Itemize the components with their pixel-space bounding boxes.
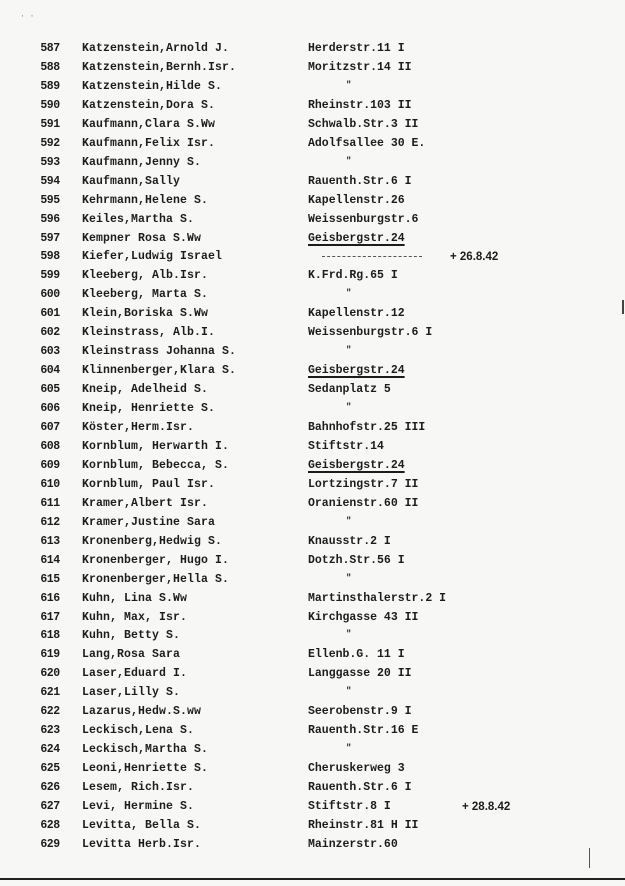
resident-name: Kornblum, Herwarth I. xyxy=(82,439,230,453)
entry-number: 622 xyxy=(40,705,60,719)
address: Oranienstr.60 II xyxy=(308,496,419,510)
address: K.Frd.Rg.65 I xyxy=(308,269,398,283)
resident-name: Kiefer,Ludwig Israel xyxy=(82,250,223,264)
list-item xyxy=(0,741,625,759)
resident-name: Levitta, Bella S. xyxy=(82,818,202,832)
address: Herderstr.11 I xyxy=(308,42,405,55)
list-item xyxy=(0,211,625,229)
address: Lortzingstr.7 II xyxy=(308,477,419,491)
address: Stiftstr.14 xyxy=(308,439,384,453)
entry-number: 613 xyxy=(40,534,60,548)
list-item xyxy=(0,798,625,816)
list-item xyxy=(0,779,625,797)
resident-name: Kneip, Henriette S. xyxy=(82,402,216,416)
resident-name: Kuhn, Betty S. xyxy=(82,629,181,643)
entry-number: 603 xyxy=(40,345,60,359)
list-item xyxy=(0,722,625,740)
list-item xyxy=(0,419,625,437)
resident-name: Kronenberger,Hella S. xyxy=(82,572,230,586)
list-item xyxy=(0,248,625,266)
list-item xyxy=(0,305,625,323)
resident-name: Kaufmann,Sally xyxy=(82,174,181,188)
entry-number: 624 xyxy=(40,743,60,757)
page-bottom-border xyxy=(0,878,625,880)
entry-number: 605 xyxy=(40,383,60,397)
entry-number: 589 xyxy=(40,79,60,93)
list-item xyxy=(0,438,625,456)
entry-number: 627 xyxy=(40,800,60,813)
entry-number: 609 xyxy=(40,458,60,472)
entry-number: 617 xyxy=(40,610,60,624)
list-item xyxy=(0,836,625,854)
resident-name: Kuhn, Lina S.Ww xyxy=(82,591,188,605)
resident-name: Kaufmann,Clara S.Ww xyxy=(82,117,216,131)
list-item xyxy=(0,590,625,608)
resident-name: Kramer,Justine Sara xyxy=(82,515,216,529)
resident-name: Kleeberg, Marta S. xyxy=(82,288,209,302)
ditto-mark: " xyxy=(346,288,352,299)
resident-name: Kramer,Albert Isr. xyxy=(82,496,209,510)
entry-number: 621 xyxy=(40,686,60,700)
address: Martinsthalerstr.2 I xyxy=(308,591,447,605)
entry-number: 593 xyxy=(40,155,60,169)
address: Sedanplatz 5 xyxy=(308,383,391,397)
resident-name: Klinnenberger,Klara S. xyxy=(82,364,237,378)
entry-number: 599 xyxy=(40,269,60,283)
entry-number: 625 xyxy=(40,762,60,776)
entry-number: 618 xyxy=(40,629,60,643)
address: Kapellenstr.12 xyxy=(308,307,405,321)
list-item xyxy=(0,97,625,115)
list-item xyxy=(0,646,625,664)
ditto-mark: " xyxy=(346,686,352,697)
address: Bahnhofstr.25 III xyxy=(308,421,426,434)
ditto-mark: " xyxy=(346,345,352,356)
address: Rauenth.Str.6 I xyxy=(308,781,412,795)
ditto-mark: " xyxy=(346,515,352,526)
entry-number: 626 xyxy=(40,781,60,795)
entry-number: 623 xyxy=(40,724,60,738)
list-item xyxy=(0,78,625,96)
resident-name: Katzenstein,Hilde S. xyxy=(82,79,223,93)
scan-mark xyxy=(589,848,590,868)
scan-mark xyxy=(622,300,624,314)
address: Geisbergstr.24 xyxy=(308,458,405,472)
address: Mainzerstr.60 xyxy=(308,837,398,851)
resident-name: Kempner Rosa S.Ww xyxy=(82,231,202,245)
list-item xyxy=(0,230,625,248)
list-item xyxy=(0,760,625,778)
list-item xyxy=(0,476,625,494)
resident-name: Keiles,Martha S. xyxy=(82,212,195,226)
entry-number: 619 xyxy=(40,648,60,662)
address: Geisbergstr.24 xyxy=(308,364,405,378)
address: Cheruskerweg 3 xyxy=(308,762,405,776)
ditto-mark: " xyxy=(346,79,352,90)
entry-number: 597 xyxy=(40,231,60,245)
address: Ellenb.G. 11 I xyxy=(308,648,405,662)
resident-name: Kleinstrass Johanna S. xyxy=(82,345,237,359)
entry-number: 628 xyxy=(40,818,60,832)
list-item xyxy=(0,514,625,532)
resident-name: Laser,Lilly S. xyxy=(82,686,181,700)
entry-number: 629 xyxy=(40,837,60,851)
resident-name: Klein,Boriska S.Ww xyxy=(82,307,209,321)
list-item xyxy=(0,362,625,380)
resident-name: Katzenstein,Dora S. xyxy=(82,98,216,112)
resident-name: Kehrmann,Helene S. xyxy=(82,193,209,207)
address: Weissenburgstr.6 I xyxy=(308,326,433,340)
entry-number: 590 xyxy=(40,98,60,112)
entry-number: 592 xyxy=(40,136,60,150)
entry-number: 616 xyxy=(40,591,60,605)
list-item xyxy=(0,154,625,172)
resident-name: Kronenberger, Hugo I. xyxy=(82,553,230,567)
resident-name: Kaufmann,Felix Isr. xyxy=(82,136,216,150)
ditto-mark: " xyxy=(346,572,352,583)
resident-name: Kleinstrass, Alb.I. xyxy=(82,326,216,340)
list-item xyxy=(0,267,625,285)
ditto-mark: " xyxy=(346,402,352,413)
list-item xyxy=(0,665,625,683)
entry-number: 595 xyxy=(40,193,60,207)
ditto-mark: " xyxy=(346,155,352,166)
list-item xyxy=(0,324,625,342)
entry-number: 594 xyxy=(40,174,60,188)
resident-name: Leckisch,Martha S. xyxy=(82,743,209,757)
ditto-mark: " xyxy=(346,743,352,754)
resident-name: Katzenstein,Bernh.Isr. xyxy=(82,60,237,74)
list-item xyxy=(0,552,625,570)
entry-number: 620 xyxy=(40,667,60,681)
address: Adolfsallee 30 E. xyxy=(308,136,426,150)
resident-name: Kronenberg,Hedwig S. xyxy=(82,534,223,548)
entry-number: 608 xyxy=(40,439,60,453)
resident-name: Lesem, Rich.Isr. xyxy=(82,781,195,795)
list-item xyxy=(0,817,625,835)
death-note: + 26.8.42 xyxy=(450,251,499,264)
list-item xyxy=(0,173,625,191)
list-item xyxy=(0,116,625,134)
list-item xyxy=(0,609,625,627)
resident-name: Kuhn, Max, Isr. xyxy=(82,610,188,624)
entry-number: 588 xyxy=(40,60,60,74)
entry-number: 600 xyxy=(40,288,60,302)
list-item xyxy=(0,59,625,77)
entry-number: 612 xyxy=(40,515,60,529)
entry-number: 601 xyxy=(40,307,60,321)
resident-name: Laser,Eduard I. xyxy=(82,667,188,681)
entry-number: 611 xyxy=(40,496,60,510)
address: Rheinstr.103 II xyxy=(308,98,412,112)
resident-name: Köster,Herm.Isr. xyxy=(82,421,195,434)
list-item xyxy=(0,684,625,702)
entry-number: 615 xyxy=(40,572,60,586)
dashed-line xyxy=(322,256,422,257)
list-item xyxy=(0,457,625,475)
list-item xyxy=(0,533,625,551)
list-item xyxy=(0,703,625,721)
list-item xyxy=(0,571,625,589)
list-item xyxy=(0,286,625,304)
resident-name: Kneip, Adelheid S. xyxy=(82,383,209,397)
entry-number: 596 xyxy=(40,212,60,226)
resident-name: Levi, Hermine S. xyxy=(82,800,195,813)
entry-number: 606 xyxy=(40,402,60,416)
list-item xyxy=(0,135,625,153)
address: Dotzh.Str.56 I xyxy=(308,553,405,567)
list-item xyxy=(0,343,625,361)
resident-name: Kleeberg, Alb.Isr. xyxy=(82,269,209,283)
address: Rauenth.Str.16 E xyxy=(308,724,419,738)
top-mark: · · xyxy=(20,12,35,21)
list-item xyxy=(0,400,625,418)
resident-name: Kornblum, Paul Isr. xyxy=(82,477,216,491)
address: Kirchgasse 43 II xyxy=(308,610,419,624)
entry-number: 591 xyxy=(40,117,60,131)
entry-number: 587 xyxy=(40,42,60,55)
address: Stiftstr.8 I xyxy=(308,800,391,813)
entry-number: 598 xyxy=(40,250,60,264)
ditto-mark: " xyxy=(346,629,352,640)
entry-number: 614 xyxy=(40,553,60,567)
list-item xyxy=(0,40,625,58)
list-item xyxy=(0,495,625,513)
resident-name: Levitta Herb.Isr. xyxy=(82,837,202,851)
address: Geisbergstr.24 xyxy=(308,231,405,245)
resident-name: Kaufmann,Jenny S. xyxy=(82,155,202,169)
resident-name: Lang,Rosa Sara xyxy=(82,648,181,662)
address: Langgasse 20 II xyxy=(308,667,412,681)
resident-name: Kornblum, Bebecca, S. xyxy=(82,458,230,472)
list-item xyxy=(0,381,625,399)
address: Seerobenstr.9 I xyxy=(308,705,412,719)
death-note: + 28.8.42 xyxy=(462,801,511,813)
resident-name: Leoni,Henriette S. xyxy=(82,762,209,776)
address: Kapellenstr.26 xyxy=(308,193,405,207)
list-item xyxy=(0,192,625,210)
resident-name: Leckisch,Lena S. xyxy=(82,724,195,738)
list-item xyxy=(0,627,625,645)
resident-name: Lazarus,Hedw.S.ww xyxy=(82,705,202,719)
entry-number: 602 xyxy=(40,326,60,340)
address: Rauenth.Str.6 I xyxy=(308,174,412,188)
entry-number: 607 xyxy=(40,421,60,434)
address: Moritzstr.14 II xyxy=(308,60,412,74)
resident-name: Katzenstein,Arnold J. xyxy=(82,42,230,55)
address: Weissenburgstr.6 xyxy=(308,212,419,226)
entry-number: 604 xyxy=(40,364,60,378)
address: Schwalb.Str.3 II xyxy=(308,117,419,131)
entry-number: 610 xyxy=(40,477,60,491)
address: Knausstr.2 I xyxy=(308,534,391,548)
address: Rheinstr.81 H II xyxy=(308,818,419,832)
